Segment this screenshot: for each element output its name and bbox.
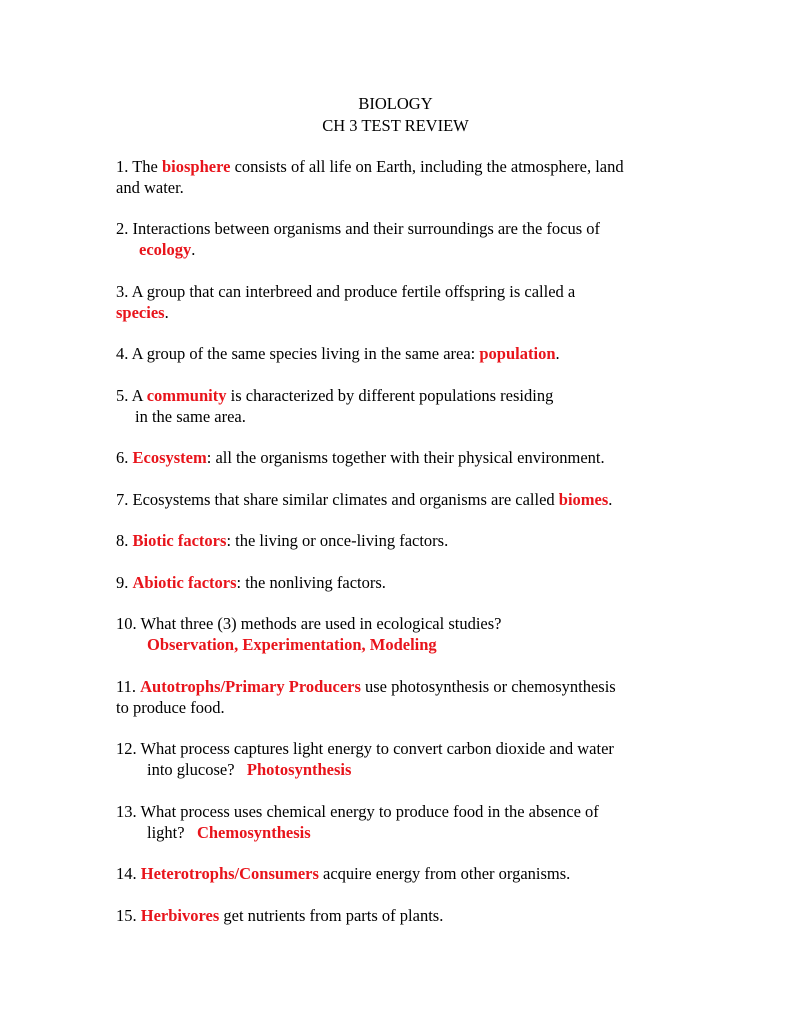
question-text: 1. The [116, 157, 162, 176]
question-2-answer-line [139, 239, 195, 260]
question-10: 10. What three (3) methods are used in ecological studies? [116, 614, 502, 633]
question-3-answer-line [116, 302, 169, 323]
answer-text: Abiotic factors [132, 573, 237, 592]
question-text: consists of all life on Earth, including the atmosphere, land [230, 157, 624, 176]
question-14 [116, 863, 570, 884]
question-3: 3. A group that can interbreed and produce fertile offspring is called a [116, 282, 576, 301]
answer-text: population [479, 344, 556, 363]
question-text: . [555, 344, 560, 363]
question-text: 15. [116, 906, 141, 925]
question-5-continued: in the same area. [135, 407, 246, 426]
answer-text: species [116, 303, 165, 322]
question-text: acquire energy from other organisms. [318, 864, 571, 883]
question-text: into glucose? [147, 760, 235, 779]
answer-text: biomes [558, 490, 609, 509]
question-text: 7. Ecosystems that share similar climates and organisms are called [116, 490, 559, 509]
question-9 [116, 572, 386, 593]
question-text: : the nonliving factors. [236, 573, 386, 592]
answer-text: Biotic factors [132, 531, 227, 550]
answer-text: ecology [139, 240, 192, 259]
question-1 [116, 156, 624, 177]
question-text: is characterized by different populations residing [226, 386, 554, 405]
question-11 [116, 676, 616, 697]
question-13: 13. What process uses chemical energy to produce food in the absence of [116, 802, 599, 821]
question-8 [116, 530, 448, 551]
question-text: . [164, 303, 169, 322]
question-text: 14. [116, 864, 141, 883]
answer-text: community [146, 386, 227, 405]
question-text: 8. [116, 531, 133, 550]
question-13-answer-line [147, 822, 311, 843]
question-text: : all the organisms together with their physical environment. [206, 448, 605, 467]
answer-text: biosphere [161, 157, 231, 176]
question-text: . [191, 240, 196, 259]
answer-text: Photosynthesis [246, 760, 352, 779]
question-text: 5. A [116, 386, 147, 405]
question-text: light? [147, 823, 185, 842]
answer-text: Herbivores [140, 906, 220, 925]
question-text: use photosynthesis or chemosynthesis [360, 677, 616, 696]
question-1-continued: and water. [116, 178, 184, 197]
question-4 [116, 343, 560, 364]
answer-text: Observation, Experimentation, Modeling [147, 635, 437, 654]
question-2: 2. Interactions between organisms and their surroundings are the focus of [116, 219, 601, 238]
answer-text: Autotrophs/Primary Producers [140, 677, 361, 696]
question-text: get nutrients from parts of plants. [219, 906, 444, 925]
answer-text: Chemosynthesis [196, 823, 311, 842]
question-5 [116, 385, 553, 406]
question-11-continued: to produce food. [116, 698, 225, 717]
question-text: . [608, 490, 613, 509]
question-15 [116, 905, 443, 926]
answer-text: Ecosystem [132, 448, 207, 467]
question-12-answer-line [147, 759, 351, 780]
document-subtitle: CH 3 TEST REVIEW [322, 116, 469, 135]
document-title: BIOLOGY [358, 94, 433, 113]
question-7 [116, 489, 612, 510]
answer-text: Heterotrophs/Consumers [140, 864, 319, 883]
question-6 [116, 447, 605, 468]
question-text: 6. [116, 448, 133, 467]
question-text: 9. [116, 573, 133, 592]
question-12: 12. What process captures light energy to convert carbon dioxide and water [116, 739, 614, 758]
question-text: 4. A group of the same species living in the same area: [116, 344, 480, 363]
question-text: 11. [116, 677, 141, 696]
question-text: : the living or once-living factors. [226, 531, 449, 550]
